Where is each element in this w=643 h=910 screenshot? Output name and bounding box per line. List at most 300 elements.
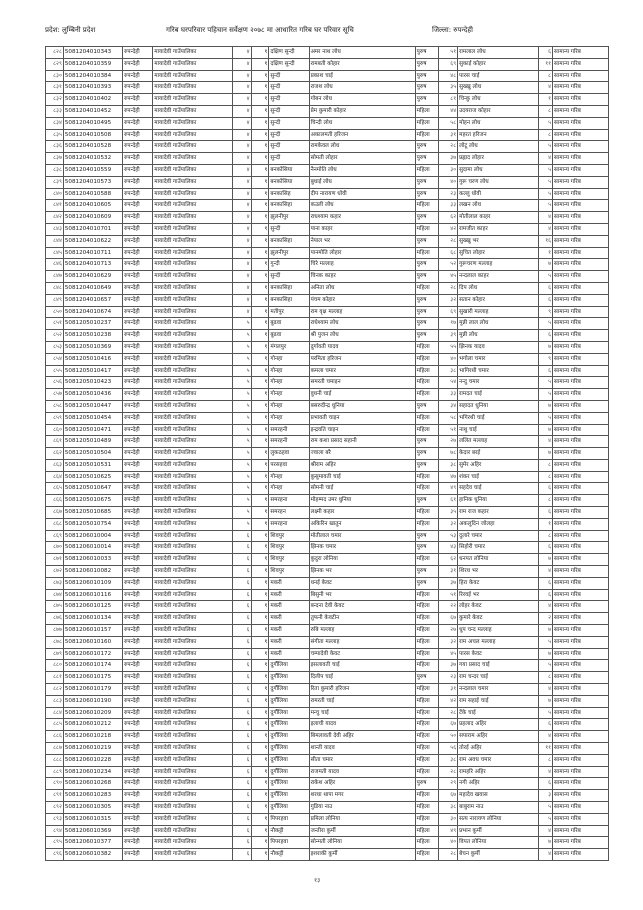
ward-cell: ४	[232, 212, 251, 224]
municipality-cell: मायादेवी गाउँपालिका	[153, 743, 232, 755]
district-cell: रुपन्देही	[123, 530, 153, 542]
age-cell: ४३	[439, 542, 458, 554]
poverty-category-cell: सामान्य गरिब	[553, 530, 609, 542]
father-name-cell: सुमेर अहिर	[458, 459, 538, 471]
household-id-cell: 5081206010082	[63, 566, 122, 578]
family-size-cell: ७	[538, 341, 553, 353]
gender-cell: महिला	[415, 247, 438, 259]
family-size-cell: ५	[538, 271, 553, 283]
age-cell: २२	[439, 601, 458, 613]
municipality-cell: मायादेवी गाउँपालिका	[153, 648, 232, 660]
poverty-category-cell: सामान्य गरिब	[553, 306, 609, 318]
settlement-cell: सुन्दी	[269, 70, 309, 82]
head-name-cell: प्रेम कुमारी कोहार	[309, 105, 415, 117]
ward-cell: ६	[232, 731, 251, 743]
settlement-cell: शिवपुर	[269, 566, 309, 578]
poverty-category-cell: सामान्य गरिब	[553, 507, 609, 519]
household-id-cell: 5081204010588	[63, 188, 122, 200]
municipality-cell: मायादेवी गाउँपालिका	[153, 731, 232, 743]
district-cell: रुपन्देही	[123, 164, 153, 176]
poverty-category-cell: सामान्य गरिब	[553, 731, 609, 743]
settlement-cell: दुर्गौलिया	[269, 766, 309, 778]
head-name-cell: चिन्दी लोध	[309, 117, 415, 129]
household-id-cell: 5081206010382	[63, 849, 122, 861]
settlement-cell: बनकोसिया	[269, 164, 309, 176]
settlement-cell: दुर्गौलिया	[269, 684, 309, 696]
household-id-cell: 5081206010305	[63, 802, 122, 814]
family-size-cell: ५	[538, 141, 553, 153]
district-cell: रुपन्देही	[123, 589, 153, 601]
father-name-cell: राम अचल मल्लाह	[458, 636, 538, 648]
poverty-category-cell: सामान्य गरिब	[553, 483, 609, 495]
district-cell: रुपन्देही	[123, 47, 153, 59]
municipality-cell: मायादेवी गाउँपालिका	[153, 471, 232, 483]
table-row	[46, 719, 609, 731]
household-id-cell: 5081204010528	[63, 141, 122, 153]
serial-number-cell: ८४८	[46, 282, 64, 294]
district-cell: रुपन्देही	[123, 341, 153, 353]
father-name-cell: सुकाई कोहार	[458, 58, 538, 70]
family-size-cell: ६	[538, 507, 553, 519]
father-name-cell: प्रभान कुर्मी	[458, 825, 538, 837]
municipality-cell: मायादेवी गाउँपालिका	[153, 341, 232, 353]
household-id-cell: 5081204010495	[63, 117, 122, 129]
poverty-category-cell: सामान्य गरिब	[553, 554, 609, 566]
district-cell: रुपन्देही	[123, 684, 153, 696]
age-cell: ४२	[439, 695, 458, 707]
father-name-cell: सपाराम अहिर	[458, 731, 538, 743]
gender-cell: पुरुष	[415, 141, 438, 153]
district-cell: रुपन्देही	[123, 424, 153, 436]
father-name-cell: चिन्कु लोध	[458, 94, 538, 106]
serial-number-cell: ८६४	[46, 471, 64, 483]
poverty-category-cell: सामान्य गरिब	[553, 82, 609, 94]
age-cell: ४०	[439, 353, 458, 365]
table-row	[46, 448, 609, 460]
poverty-category-cell: सामान्य गरिब	[553, 719, 609, 731]
municipality-cell: मायादेवी गाउँपालिका	[153, 613, 232, 625]
municipality-cell: मायादेवी गाउँपालिका	[153, 601, 232, 613]
head-name-cell: परमिता हरिजन	[309, 353, 415, 365]
head-name-cell: राधश्याम कहार	[309, 212, 415, 224]
father-name-cell: पारस चाई	[458, 70, 538, 82]
gender-cell: महिला	[415, 483, 438, 495]
serial-number-cell: ८३२	[46, 94, 64, 106]
age-cell: ३५	[439, 507, 458, 519]
table-row	[46, 672, 609, 684]
serial-number-cell: ८३७	[46, 153, 64, 165]
father-name-cell: सत्य नारायण लोनिया	[458, 813, 538, 825]
father-name-cell: भगिरथी चाई	[458, 412, 538, 424]
age-cell: ३७	[439, 660, 458, 672]
sub-ward-cell: १	[251, 766, 269, 778]
father-name-cell: गुरूचरण मल्लाह	[458, 259, 538, 271]
poverty-category-cell: सामान्य गरिब	[553, 341, 609, 353]
sub-ward-cell: १	[251, 141, 269, 153]
table-row	[46, 259, 609, 271]
table-row	[46, 802, 609, 814]
serial-number-cell: ८९०	[46, 778, 64, 790]
father-name-cell: शिरध भर	[458, 566, 538, 578]
gender-cell: पुरुष	[415, 778, 438, 790]
settlement-cell: समरहन	[269, 507, 309, 519]
municipality-cell: मायादेवी गाउँपालिका	[153, 636, 232, 648]
ward-cell: ५	[232, 483, 251, 495]
gender-cell: महिला	[415, 377, 438, 389]
ward-cell: ४	[232, 259, 251, 271]
father-name-cell: दिप लोध	[458, 282, 538, 294]
table-row	[46, 164, 609, 176]
head-name-cell: तुफनी केवटीन	[309, 613, 415, 625]
district-cell: रुपन्देही	[123, 566, 153, 578]
household-id-cell: 5081204010452	[63, 105, 122, 117]
sub-ward-cell: १	[251, 282, 269, 294]
family-size-cell: ५	[538, 200, 553, 212]
age-cell: ५०	[439, 731, 458, 743]
table-row	[46, 330, 609, 342]
family-size-cell: ४	[538, 849, 553, 861]
sub-ward-cell: १	[251, 684, 269, 696]
household-id-cell: 5081205010685	[63, 507, 122, 519]
gender-cell: पुरुष	[415, 459, 438, 471]
sub-ward-cell: १	[251, 636, 269, 648]
head-name-cell: दुर्गावती यादव	[309, 341, 415, 353]
settlement-cell: दुर्गौलिया	[269, 707, 309, 719]
table-row	[46, 377, 609, 389]
father-name-cell: शंकर चाई	[458, 471, 538, 483]
serial-number-cell: ८५८	[46, 400, 64, 412]
gender-cell: महिला	[415, 117, 438, 129]
municipality-cell: मायादेवी गाउँपालिका	[153, 554, 232, 566]
table-row	[46, 271, 609, 283]
ward-cell: ४	[232, 117, 251, 129]
serial-number-cell: ८४७	[46, 271, 64, 283]
serial-number-cell: ८५५	[46, 365, 64, 377]
ward-cell: ६	[232, 636, 251, 648]
district-cell: रुपन्देही	[123, 377, 153, 389]
head-name-cell: अकिरिन खातुन	[309, 518, 415, 530]
age-cell: २८	[439, 766, 458, 778]
table-row	[46, 849, 609, 861]
serial-number-cell: ८४४	[46, 235, 64, 247]
table-row	[46, 743, 609, 755]
poverty-category-cell: सामान्य गरिब	[553, 389, 609, 401]
sub-ward-cell: १	[251, 459, 269, 471]
table-row	[46, 660, 609, 672]
poverty-category-cell: सामान्य गरिब	[553, 684, 609, 696]
household-id-cell: 5081205010647	[63, 483, 122, 495]
gender-cell: पुरुष	[415, 259, 438, 271]
age-cell: ५४	[439, 377, 458, 389]
father-name-cell: महादेव खवास	[458, 790, 538, 802]
head-name-cell: दीप नारायण धोवी	[309, 188, 415, 200]
household-id-cell: 5081205010531	[63, 459, 122, 471]
ward-cell: ४	[232, 70, 251, 82]
family-size-cell: ५	[538, 660, 553, 672]
municipality-cell: मायादेवी गाउँपालिका	[153, 495, 232, 507]
poverty-category-cell: सामान्य गरिब	[553, 825, 609, 837]
father-name-cell: प्रह्लाद लोहार	[458, 153, 538, 165]
serial-number-cell: ८६३	[46, 459, 64, 471]
household-id-cell: 5081206010116	[63, 589, 122, 601]
poverty-category-cell: सामान्य गरिब	[553, 271, 609, 283]
poverty-category-cell: सामान्य गरिब	[553, 577, 609, 589]
ward-cell: ५	[232, 330, 251, 342]
gender-cell: महिला	[415, 766, 438, 778]
household-id-cell: 5081204010393	[63, 82, 122, 94]
gender-cell: पुरुष	[415, 153, 438, 165]
municipality-cell: मायादेवी गाउँपालिका	[153, 566, 232, 578]
district-cell: रुपन्देही	[123, 813, 153, 825]
settlement-cell: बनकासिहा	[269, 294, 309, 306]
family-size-cell: ८	[538, 530, 553, 542]
ward-cell: ५	[232, 436, 251, 448]
family-size-cell: ८	[538, 70, 553, 82]
district-cell: रुपन्देही	[123, 648, 153, 660]
family-size-cell: ४	[538, 82, 553, 94]
household-id-cell: 5081206010315	[63, 813, 122, 825]
poverty-category-cell: सामान्य गरिब	[553, 589, 609, 601]
serial-number-cell: ८७१	[46, 554, 64, 566]
table-row	[46, 365, 609, 377]
settlement-cell: लुकठहवा	[269, 448, 309, 460]
sub-ward-cell: १	[251, 507, 269, 519]
household-list-table	[45, 46, 609, 861]
table-row	[46, 790, 609, 802]
district-cell: रुपन्देही	[123, 672, 153, 684]
sub-ward-cell: १	[251, 530, 269, 542]
father-name-cell: धुप चन्द मल्लाह	[458, 625, 538, 637]
gender-cell: महिला	[415, 837, 438, 849]
age-cell: ३१	[439, 129, 458, 141]
settlement-cell: बनकासिहा	[269, 282, 309, 294]
serial-number-cell: ८८८	[46, 754, 64, 766]
family-size-cell: ६	[538, 282, 553, 294]
household-id-cell: 5081206010218	[63, 731, 122, 743]
settlement-cell: दुर्गौलिया	[269, 719, 309, 731]
poverty-category-cell: सामान्य गरिब	[553, 766, 609, 778]
head-name-cell: राजश लोध	[309, 82, 415, 94]
sub-ward-cell: १	[251, 129, 269, 141]
district-cell: रुपन्देही	[123, 200, 153, 212]
poverty-category-cell: सामान्य गरिब	[553, 695, 609, 707]
household-id-cell: 5081206010234	[63, 766, 122, 778]
municipality-cell: मायादेवी गाउँपालिका	[153, 518, 232, 530]
district-cell: रुपन्देही	[123, 82, 153, 94]
gender-cell: महिला	[415, 802, 438, 814]
settlement-cell: गोनहा	[269, 377, 309, 389]
district-cell: रुपन्देही	[123, 743, 153, 755]
head-name-cell: दिलीप चाई	[309, 672, 415, 684]
municipality-cell: मायादेवी गाउँपालिका	[153, 719, 232, 731]
family-size-cell: ७	[538, 837, 553, 849]
municipality-cell: मायादेवी गाउँपालिका	[153, 625, 232, 637]
district-cell: रुपन्देही	[123, 554, 153, 566]
father-name-cell: मुन्नी लाल लोध	[458, 318, 538, 330]
household-id-cell: 5081204010532	[63, 153, 122, 165]
table-row	[46, 294, 609, 306]
father-name-cell: नन्दलाल काहर	[458, 271, 538, 283]
family-size-cell: ५	[538, 389, 553, 401]
poverty-category-cell: सामान्य गरिब	[553, 176, 609, 188]
father-name-cell: तोरई अहिर	[458, 743, 538, 755]
ward-cell: ५	[232, 318, 251, 330]
gender-cell: पुरुष	[415, 70, 438, 82]
sub-ward-cell: १	[251, 70, 269, 82]
household-id-cell: 5081205010754	[63, 518, 122, 530]
table-row	[46, 188, 609, 200]
poverty-category-cell: सामान्य गरिब	[553, 235, 609, 247]
serial-number-cell: ८४३	[46, 223, 64, 235]
gender-cell: पुरुष	[415, 188, 438, 200]
ward-cell: ६	[232, 554, 251, 566]
serial-number-cell: ८६८	[46, 518, 64, 530]
poverty-category-cell: सामान्य गरिब	[553, 790, 609, 802]
serial-number-cell: ८४२	[46, 212, 64, 224]
sub-ward-cell: १	[251, 47, 269, 59]
gender-cell: महिला	[415, 743, 438, 755]
family-size-cell: ८	[538, 471, 553, 483]
age-cell: ५५	[439, 341, 458, 353]
municipality-cell: मायादेवी गाउँपालिका	[153, 459, 232, 471]
age-cell: ५८	[439, 412, 458, 424]
settlement-cell: गोनहा	[269, 353, 309, 365]
settlement-cell: सुन्दी	[269, 271, 309, 283]
poverty-category-cell: सामान्य गरिब	[553, 471, 609, 483]
district-cell: रुपन्देही	[123, 58, 153, 70]
gender-cell: महिला	[415, 589, 438, 601]
age-cell: ५१	[439, 589, 458, 601]
father-name-cell: रामदत चाई	[458, 389, 538, 401]
head-name-cell: रिता कुमारी हरिजन	[309, 684, 415, 696]
poverty-category-cell: सामान्य गरिब	[553, 200, 609, 212]
settlement-cell: दुर्गौलिया	[269, 660, 309, 672]
gender-cell: महिला	[415, 790, 438, 802]
age-cell: ३०	[439, 813, 458, 825]
table-row	[46, 825, 609, 837]
family-size-cell: ६	[538, 719, 553, 731]
poverty-category-cell: सामान्य गरिब	[553, 294, 609, 306]
district-cell: रुपन्देही	[123, 778, 153, 790]
province-label: प्रदेश: लुम्बिनी प्रदेश	[45, 26, 96, 34]
sub-ward-cell: १	[251, 94, 269, 106]
head-name-cell: श्रीराम अहिर	[309, 459, 415, 471]
table-row	[46, 471, 609, 483]
age-cell: ६८	[439, 247, 458, 259]
district-cell: रुपन्देही	[123, 330, 153, 342]
municipality-cell: मायादेवी गाउँपालिका	[153, 129, 232, 141]
family-size-cell: ५	[538, 164, 553, 176]
municipality-cell: मायादेवी गाउँपालिका	[153, 483, 232, 495]
household-id-cell: 5081205010447	[63, 400, 122, 412]
ward-cell: ४	[232, 176, 251, 188]
settlement-cell: मकरी	[269, 589, 309, 601]
serial-number-cell: ८२८	[46, 47, 64, 59]
gender-cell: महिला	[415, 613, 438, 625]
district-cell: रुपन्देही	[123, 176, 153, 188]
head-name-cell: कुसुमावती चाई	[309, 471, 415, 483]
household-id-cell: 5081206010134	[63, 613, 122, 625]
ward-cell: ५	[232, 389, 251, 401]
ward-cell: ४	[232, 105, 251, 117]
settlement-cell: दुर्गौलिया	[269, 778, 309, 790]
age-cell: २८	[439, 282, 458, 294]
head-name-cell: ज्वाला बरै	[309, 448, 415, 460]
table-row	[46, 212, 609, 224]
head-name-cell: नेपाल भर	[309, 235, 415, 247]
municipality-cell: मायादेवी गाउँपालिका	[153, 412, 232, 424]
district-cell: रुपन्देही	[123, 294, 153, 306]
gender-cell: महिला	[415, 129, 438, 141]
district-cell: रुपन्देही	[123, 613, 153, 625]
age-cell: ४२	[439, 223, 458, 235]
family-size-cell: ४	[538, 436, 553, 448]
age-cell: २८	[439, 707, 458, 719]
head-name-cell: बन्दना देवी केवट	[309, 601, 415, 613]
father-name-cell: नाथु चाई	[458, 424, 538, 436]
table-row	[46, 754, 609, 766]
gender-cell: पुरुष	[415, 235, 438, 247]
municipality-cell: मायादेवी गाउँपालिका	[153, 400, 232, 412]
family-size-cell: ७	[538, 400, 553, 412]
district-cell: रुपन्देही	[123, 105, 153, 117]
poverty-category-cell: सामान्य गरिब	[553, 117, 609, 129]
settlement-cell: सुन्दी	[269, 82, 309, 94]
serial-number-cell: ८५३	[46, 341, 64, 353]
settlement-cell: पिपरहवा	[269, 813, 309, 825]
head-name-cell: सोमती लोहार	[309, 153, 415, 165]
ward-cell: ५	[232, 377, 251, 389]
age-cell: २३	[439, 672, 458, 684]
family-size-cell: ११	[538, 743, 553, 755]
head-name-cell: मोहम्मद उमर धुनिया	[309, 495, 415, 507]
household-id-cell: 5081205010369	[63, 341, 122, 353]
table-row	[46, 648, 609, 660]
ward-cell: ४	[232, 141, 251, 153]
poverty-category-cell: सामान्य गरिब	[553, 837, 609, 849]
district-cell: रुपन्देही	[123, 636, 153, 648]
sub-ward-cell: १	[251, 341, 269, 353]
head-name-cell: रुबि मल्लाह	[309, 625, 415, 637]
family-size-cell: ४	[538, 684, 553, 696]
gender-cell: महिला	[415, 601, 438, 613]
sub-ward-cell: १	[251, 200, 269, 212]
father-name-cell: रामलाल लोध	[458, 47, 538, 59]
settlement-cell: दुर्गौलिया	[269, 754, 309, 766]
poverty-category-cell: सामान्य गरिब	[553, 648, 609, 660]
head-name-cell: नैनमोति लोध	[309, 164, 415, 176]
poverty-category-cell: सामान्य गरिब	[553, 802, 609, 814]
document-title: गरिब घरपरिवार पहिचान सर्वेक्षण २०७८ मा आधारित गरिब घर परिवार सूचि	[166, 26, 354, 34]
settlement-cell: गुन्दी	[269, 259, 309, 271]
poverty-category-cell: सामान्य गरिब	[553, 542, 609, 554]
settlement-cell: दुर्गौलिया	[269, 790, 309, 802]
municipality-cell: मायादेवी गाउँपालिका	[153, 212, 232, 224]
family-size-cell: ५	[538, 707, 553, 719]
settlement-cell: मकरी	[269, 648, 309, 660]
district-cell: रुपन्देही	[123, 483, 153, 495]
district-cell: रुपन्देही	[123, 129, 153, 141]
table-row	[46, 94, 609, 106]
settlement-cell: शिवपुर	[269, 554, 309, 566]
age-cell: ४०	[439, 837, 458, 849]
district-cell: रुपन्देही	[123, 188, 153, 200]
poverty-category-cell: सामान्य गरिब	[553, 660, 609, 672]
age-cell: ६९	[439, 58, 458, 70]
family-size-cell: ८	[538, 672, 553, 684]
household-id-cell: 5081206010004	[63, 530, 122, 542]
household-id-cell: 5081206010219	[63, 743, 122, 755]
